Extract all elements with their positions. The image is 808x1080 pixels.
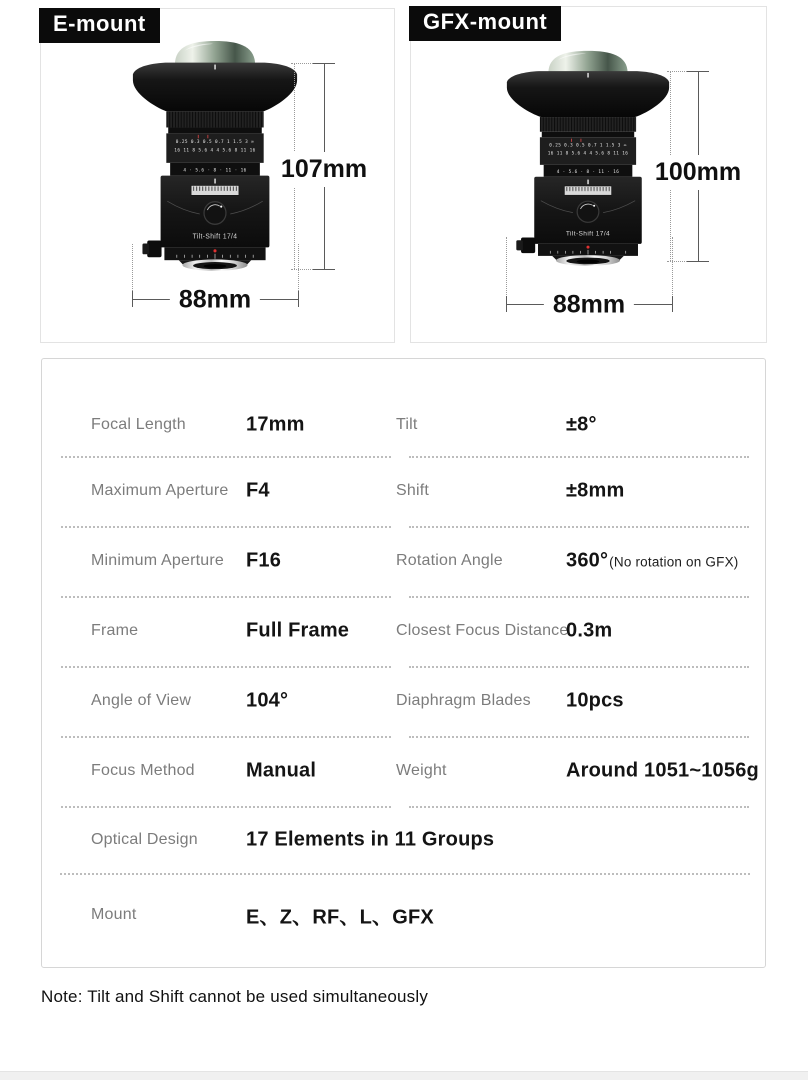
row-divider [409, 736, 749, 738]
hood-index-mark [214, 65, 215, 70]
product-panel-e-mount [40, 8, 395, 343]
spec-table [41, 358, 766, 968]
extension-line [672, 237, 673, 299]
product-panel-gfx-mount [410, 6, 767, 343]
distance-scale-text: 0.25 0.3 0.5 0.7 1 1.5 3 ∞ [549, 143, 627, 149]
spec-label: Focus Method [91, 762, 195, 779]
spec-value: 0.3m [566, 619, 613, 642]
spec-value [566, 550, 738, 573]
spec-label: Closest Focus Distance [396, 622, 569, 639]
spec-value: 104° [246, 689, 289, 712]
lens-illustration [131, 39, 299, 271]
spec-label: Mount [91, 906, 137, 923]
row-divider [409, 806, 749, 808]
red-index-dot [213, 249, 216, 252]
dimension-cap [506, 296, 507, 312]
dimension-cap [687, 71, 709, 72]
spec-label: Frame [91, 622, 139, 639]
spec-label: Tilt [396, 416, 418, 433]
dof-scale-text: 16 11 8 5.6 4 4 5.6 8 11 16 [547, 151, 629, 157]
spec-label: Diaphragm Blades [396, 692, 531, 709]
spec-label: Optical Design [91, 830, 198, 848]
spec-label: Maximum Aperture [91, 482, 229, 499]
spec-row-focusmethod-weight [42, 736, 765, 806]
dimension-cap [313, 63, 335, 64]
lens-hood [507, 71, 669, 117]
lens-image-gfx-mount [505, 49, 671, 266]
dimension-cap [298, 291, 299, 307]
row-divider [409, 456, 749, 458]
spec-value: 17mm [246, 413, 305, 436]
spec-value: Manual [246, 759, 317, 782]
lens-image-e-mount [131, 39, 299, 271]
row-divider [61, 736, 391, 738]
height-dimension-label: 100mm [649, 155, 747, 190]
focus-ring [540, 117, 636, 132]
spec-row-aperture-shift [42, 456, 765, 526]
spec-value: 10pcs [566, 689, 624, 712]
spec-value: F4 [246, 479, 270, 502]
spec-value: ±8mm [566, 479, 625, 502]
row-divider [409, 666, 749, 668]
shift-ruler [564, 186, 611, 195]
spec-value: F16 [246, 549, 282, 572]
spec-value: 17 Elements in 11 Groups [246, 828, 495, 850]
distance-scale-text: 0.25 0.3 0.5 0.7 1 1.5 3 ∞ [175, 140, 255, 146]
spec-row-focal-tilt [42, 359, 765, 456]
dimension-cap [313, 269, 335, 270]
row-divider [61, 526, 391, 528]
shift-knob [521, 237, 535, 253]
aperture-scale-text: 4 · 5.6 · 8 · 11 · 16 [556, 170, 620, 176]
rotation-note: (No rotation on GFX) [609, 554, 739, 570]
dimension-cap [132, 291, 133, 307]
shift-ruler [191, 185, 239, 195]
bottom-strip [0, 1071, 808, 1080]
spec-row-minaperture-rotation [42, 526, 765, 596]
row-divider [61, 806, 391, 808]
row-divider [409, 526, 749, 528]
spec-label: Angle of View [91, 692, 192, 709]
shift-knob [147, 241, 161, 258]
lens-hood [133, 63, 297, 112]
dimension-cap [687, 261, 709, 262]
spec-value: Full Frame [246, 619, 350, 642]
spec-row-mount [42, 873, 765, 969]
height-dimension-label: 107mm [275, 152, 373, 187]
note-text: Note: Tilt and Shift cannot be used simultaneously [41, 987, 429, 1006]
focus-ring [166, 112, 263, 128]
dimension-cap [672, 296, 673, 312]
spec-label: Shift [396, 482, 430, 499]
lens-model-text: Tilt-Shift 17/4 [565, 230, 611, 238]
lens-model-text: Tilt-Shift 17/4 [192, 233, 238, 241]
spec-value: Around 1051~1056g [566, 759, 759, 782]
spec-label: Minimum Aperture [91, 552, 225, 569]
lens-dome-glass [175, 41, 255, 65]
spec-label: Rotation Angle [396, 552, 503, 569]
dof-scale-text: 16 11 8 5.6 4 4 5.6 8 11 16 [174, 148, 256, 154]
row-divider [409, 596, 749, 598]
spec-value: E、Z、RF、L、GFX [246, 906, 434, 929]
extension-line [506, 237, 507, 299]
aperture-scale-text: 4 · 5.6 · 8 · 11 · 16 [183, 168, 247, 174]
spec-label: Focal Length [91, 416, 186, 433]
mount-label-gfx: GFX-mount [409, 6, 561, 41]
red-index-dot [586, 246, 589, 249]
rotation-value: 360° [566, 549, 609, 572]
row-divider [61, 596, 391, 598]
spec-row-frame-focusdistance [42, 596, 765, 666]
spec-label: Weight [396, 762, 447, 779]
spec-value: ±8° [566, 413, 597, 436]
row-divider [60, 873, 750, 875]
mount-label-e: E-mount [39, 8, 160, 43]
width-dimension-label: 88mm [170, 286, 260, 315]
row-divider [61, 456, 391, 458]
lens-illustration [505, 49, 671, 266]
spec-row-angle-blades [42, 666, 765, 736]
row-divider [61, 666, 391, 668]
width-dimension-label: 88mm [544, 291, 634, 320]
spec-row-optical-design [42, 806, 765, 873]
